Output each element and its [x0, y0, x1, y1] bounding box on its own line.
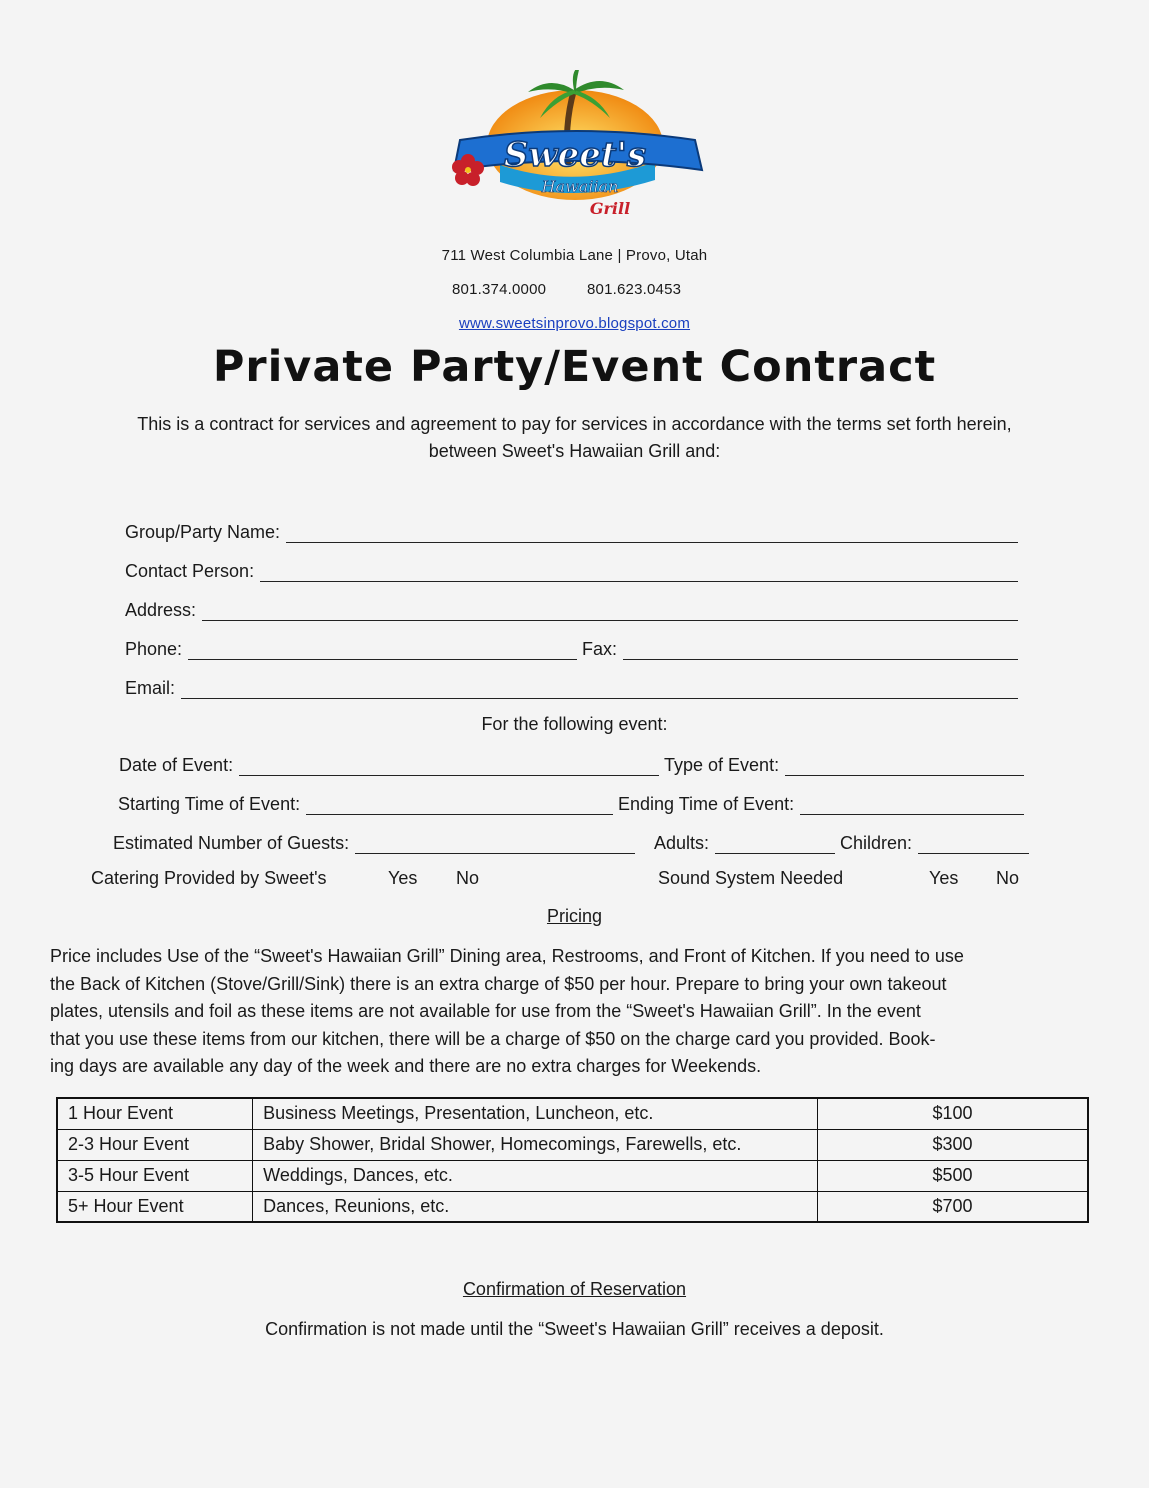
type-of-event-line[interactable] — [785, 757, 1024, 776]
examples-cell: Business Meetings, Presentation, Luncheon, etc. — [253, 1098, 818, 1129]
confirmation-heading: Confirmation of Reservation — [462, 1279, 687, 1299]
phone-field[interactable] — [125, 634, 577, 660]
pricing-paragraph — [50, 943, 1100, 1081]
sound-system-yes-option[interactable]: Yes — [929, 868, 959, 888]
logo-sub-text-2: Grill — [589, 199, 631, 218]
ending-time-label: Ending Time of Event: — [618, 794, 795, 814]
adults-field[interactable] — [654, 828, 835, 854]
contact-person-field[interactable] — [125, 556, 1018, 582]
starting-time-label: Starting Time of Event: — [118, 794, 301, 814]
following-event-label: For the following event: — [481, 714, 668, 734]
fax-line[interactable] — [623, 641, 1018, 660]
restaurant-logo — [440, 70, 710, 225]
pricing-line: ing days are available any day of the week and there are no extra charges for Weekends. — [50, 1056, 762, 1076]
adults-label: Adults: — [654, 833, 710, 853]
type-of-event-label: Type of Event: — [664, 755, 780, 775]
confirmation-text: Confirmation is not made until the “Sweet's Hawaiian Grill” receives a deposit. — [265, 1319, 884, 1339]
children-label: Children: — [840, 833, 913, 853]
fax-field[interactable] — [582, 634, 1018, 660]
table-row — [57, 1129, 1088, 1160]
page-title: Private Party/Event Contract — [212, 342, 937, 392]
ending-time-line[interactable] — [800, 796, 1024, 815]
table-row — [57, 1160, 1088, 1191]
pricing-table — [56, 1097, 1089, 1223]
email-line[interactable] — [181, 680, 1018, 699]
date-of-event-line[interactable] — [239, 757, 659, 776]
intro-line-2: between Sweet's Hawaiian Grill and: — [428, 441, 721, 461]
pricing-line: Price includes Use of the “Sweet's Hawaiian Grill” Dining area, Restrooms, and Front of Kitchen. If you need to use — [50, 946, 964, 966]
estimated-guests-label: Estimated Number of Guests: — [113, 833, 350, 853]
sound-system-no-option[interactable]: No — [996, 868, 1020, 888]
phone-number-2: 801.623.0453 — [587, 281, 682, 298]
duration-cell: 5+ Hour Event — [57, 1191, 253, 1222]
price-cell: $300 — [818, 1129, 1088, 1160]
group-name-line[interactable] — [286, 524, 1018, 543]
group-name-field[interactable] — [125, 517, 1018, 543]
duration-cell: 1 Hour Event — [57, 1098, 253, 1129]
logo-sub-text: Hawaiian — [541, 177, 619, 196]
pricing-line: that you use these items from our kitchen, there will be a charge of $50 on the charge card you provided. Book- — [50, 1028, 936, 1049]
email-label: Email: — [125, 678, 176, 698]
phone-number-1: 801.374.0000 — [452, 281, 547, 298]
starting-time-field[interactable] — [118, 789, 613, 815]
children-line[interactable] — [918, 835, 1029, 854]
adults-line[interactable] — [715, 835, 835, 854]
pricing-line: plates, utensils and foil as these items are not available for use from the “Sweet's Hawaiian Grill”. In the event — [50, 1001, 921, 1021]
intro-line-1: This is a contract for services and agreement to pay for services in accordance with the terms set forth herein, — [137, 414, 1012, 434]
examples-cell: Dances, Reunions, etc. — [253, 1191, 818, 1222]
duration-cell: 2-3 Hour Event — [57, 1129, 253, 1160]
catering-yes-option[interactable]: Yes — [388, 868, 418, 888]
children-field[interactable] — [840, 828, 1029, 854]
price-cell: $500 — [818, 1160, 1088, 1191]
pricing-line: the Back of Kitchen (Stove/Grill/Sink) there is an extra charge of $50 per hour. Prepare to bring your own takeout — [50, 973, 947, 994]
address-field[interactable] — [125, 595, 1018, 621]
fax-label: Fax: — [582, 639, 618, 659]
pricing-heading: Pricing — [546, 906, 603, 926]
email-field[interactable] — [125, 673, 1018, 699]
price-cell: $700 — [818, 1191, 1088, 1222]
phone-label: Phone: — [125, 639, 183, 659]
estimated-guests-line[interactable] — [355, 835, 635, 854]
group-name-label: Group/Party Name: — [125, 522, 281, 542]
table-row — [57, 1191, 1088, 1222]
price-cell: $100 — [818, 1098, 1088, 1129]
catering-label: Catering Provided by Sweet's — [91, 868, 327, 888]
business-address: 711 West Columbia Lane | Provo, Utah — [441, 247, 708, 264]
phone-line[interactable] — [188, 641, 577, 660]
date-of-event-field[interactable] — [119, 750, 659, 776]
examples-cell: Weddings, Dances, etc. — [253, 1160, 818, 1191]
website-link[interactable]: www.sweetsinprovo.blogspot.com — [458, 315, 691, 332]
estimated-guests-field[interactable] — [113, 828, 635, 854]
table-row — [57, 1098, 1088, 1129]
sound-system-label: Sound System Needed — [658, 868, 844, 888]
starting-time-line[interactable] — [306, 796, 613, 815]
contact-person-line[interactable] — [260, 563, 1018, 582]
date-of-event-label: Date of Event: — [119, 755, 234, 775]
duration-cell: 3-5 Hour Event — [57, 1160, 253, 1191]
ending-time-field[interactable] — [618, 789, 1024, 815]
examples-cell: Baby Shower, Bridal Shower, Homecomings, Farewells, etc. — [253, 1129, 818, 1160]
address-line[interactable] — [202, 602, 1018, 621]
contact-person-label: Contact Person: — [125, 561, 255, 581]
address-label: Address: — [125, 600, 197, 620]
type-of-event-field[interactable] — [664, 750, 1024, 776]
logo-main-text: Sweet's — [503, 135, 647, 175]
catering-no-option[interactable]: No — [456, 868, 480, 888]
